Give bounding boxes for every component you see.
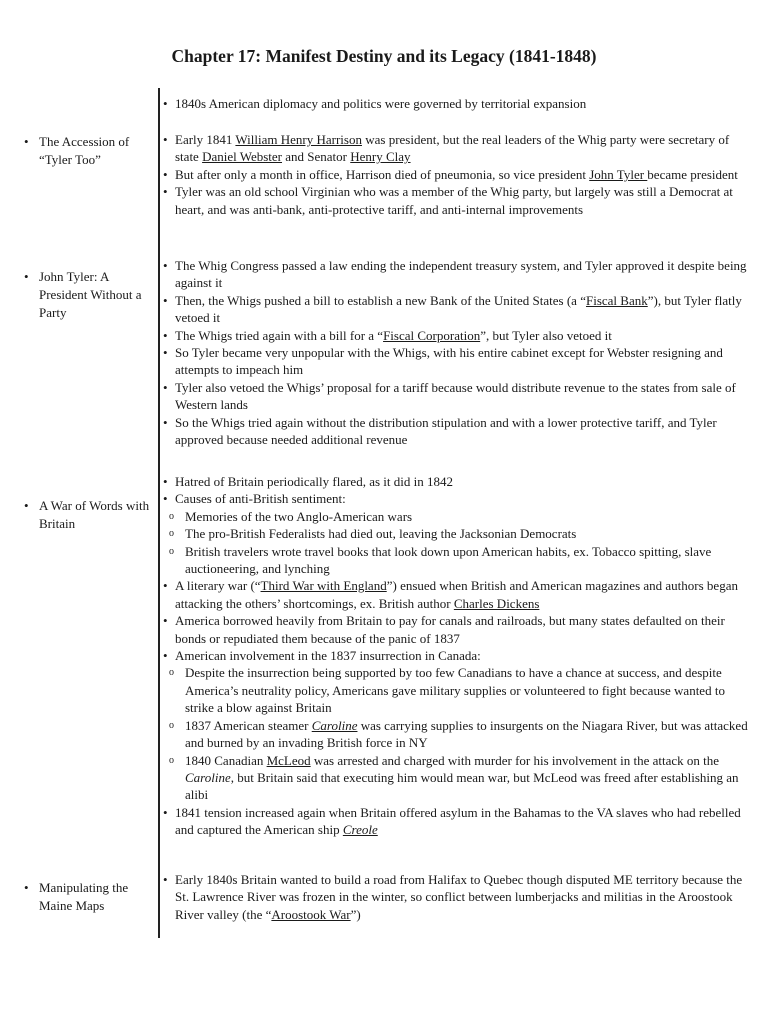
- topic-label: John Tyler: A President Without a Party: [39, 269, 142, 320]
- list-item: • Early 1841 William Henry Harrison was president, but the real leaders of the Whig party were secretary of state Daniel Webster and Senator Henry Clay: [163, 132, 730, 165]
- term-link: Third War with England: [260, 578, 387, 594]
- term-link: Fiscal Corporation: [383, 327, 481, 343]
- list-item: • America borrowed heavily from Britain to pay for canals and railroads, but many states defaulted on their bonds or repudiated them because of the panic of 1837: [163, 613, 725, 646]
- list-item: • Early 1840s Britain wanted to build a road from Halifax to Quebec though disputed ME territory because the St. Lawrence River was frozen in the winter, so conflict between lumberjacks and militias in the Aroostook River valley (the “Aroostook War”): [163, 872, 743, 922]
- bullet: •: [24, 880, 29, 895]
- sub-item: o Memories of the two Anglo-American wars: [169, 508, 413, 524]
- topic-label: The Accession of “Tyler Too”: [39, 134, 130, 167]
- term-link: Daniel Webster: [202, 149, 283, 165]
- section-john-tyler: [161, 257, 751, 448]
- list-item: • So Tyler became very unpopular with the Whigs, with his entire cabinet except for Webster resigning and attempts to impeach him: [163, 345, 723, 378]
- topic-label: Manipulating the Maine Maps: [39, 880, 129, 913]
- list-item: • 1841 tension increased again when Britain offered asylum in the Bahamas to the VA slaves who had rebelled and captured the American ship Creole: [163, 804, 741, 838]
- list-item: • Then, the Whigs pushed a bill to establish a new Bank of the United States (a “Fiscal Bank”), but Tyler flatly vetoed it: [163, 292, 742, 326]
- section-accession: [161, 131, 751, 218]
- term-link: Creole: [342, 822, 378, 838]
- topic-maine-maps: [24, 879, 154, 915]
- sub-item: o British travelers wrote travel books that look down upon American habits, ex. Tobacco spitting, slave auctioneering, and lynching: [169, 543, 712, 577]
- term-link: William Henry Harrison: [235, 132, 362, 147]
- list-item: • Hatred of Britain periodically flared, as it did in 1842: [163, 474, 453, 489]
- list-item: • But after only a month in office, Harrison died of pneumonia, so vice president John Tyler became president: [163, 166, 738, 182]
- list-item: • The Whig Congress passed a law ending the independent treasury system, and Tyler approved it despite being against it: [163, 258, 747, 291]
- sub-item: o Despite the insurrection being supported by too few Canadians to have a chance at success, and despite America’s neutrality policy, Americans gave military supplies or volunteered to fight because wanted to strike a blow against Britain: [169, 665, 725, 716]
- bullet: •: [24, 134, 29, 149]
- bullet: •: [24, 269, 29, 284]
- sub-item: o The pro-British Federalists had died out, leaving the Jacksonian Democrats: [169, 526, 577, 542]
- term-link: McLeod: [266, 752, 311, 768]
- term-link: Henry Clay: [350, 149, 411, 165]
- section-war-of-words: [161, 473, 751, 839]
- topic-accession: [24, 133, 154, 169]
- term-link: Aroostook War: [271, 906, 351, 922]
- column-divider: [158, 88, 160, 938]
- term-link: Charles Dickens: [453, 595, 540, 611]
- list-item: • Causes of anti-British sentiment:: [163, 491, 346, 507]
- list-item: • A literary war (“Third War with England”) ensued when British and American magazines and authors began attacking the others’ shortcomings, ex. British author Charles Dickens: [163, 578, 738, 611]
- list-item: • 1840s American diplomacy and politics were governed by territorial expansion: [163, 96, 587, 111]
- sub-item: o 1837 American steamer Caroline was carrying supplies to insurgents on the Niagara River, but was attacked and burned by an invading British force in NY: [169, 717, 748, 751]
- list-item: • American involvement in the 1837 insurrection in Canada:: [163, 648, 481, 664]
- list-item: • The Whigs tried again with a bill for a “Fiscal Corporation”, but Tyler also vetoed it: [163, 327, 612, 343]
- list-item: • So the Whigs tried again without the distribution stipulation and with a lower protective tariff, and Tyler approved because needed additional revenue: [163, 414, 717, 448]
- intro-section: [161, 95, 751, 112]
- term-link: John Tyler: [589, 166, 648, 182]
- bullet: •: [24, 498, 29, 513]
- section-maine-maps: [161, 871, 751, 923]
- topic-john-tyler: [24, 268, 154, 322]
- term-link: Caroline: [311, 717, 358, 733]
- term-link: Fiscal Bank: [585, 292, 648, 308]
- list-item: • Tyler also vetoed the Whigs’ proposal for a tariff because would distribute revenue to the states from sale of Western lands: [163, 379, 736, 413]
- sub-item: o 1840 Canadian McLeod was arrested and charged with murder for his involvement in the attack on the Caroline, but Britain said that executing him would mean war, but McLeod was freed after establishing an alibi: [169, 752, 739, 803]
- topic-war-of-words: [24, 497, 154, 533]
- list-item: • Tyler was an old school Virginian who was a member of the Whig party, but largely was still a Democrat at heart, and was anti-bank, anti-protective tariff, and anti-internal improvements: [163, 184, 733, 217]
- page-title: Chapter 17: Manifest Destiny and its Legacy (1841-1848): [171, 46, 597, 66]
- topic-label: A War of Words with Britain: [39, 498, 150, 531]
